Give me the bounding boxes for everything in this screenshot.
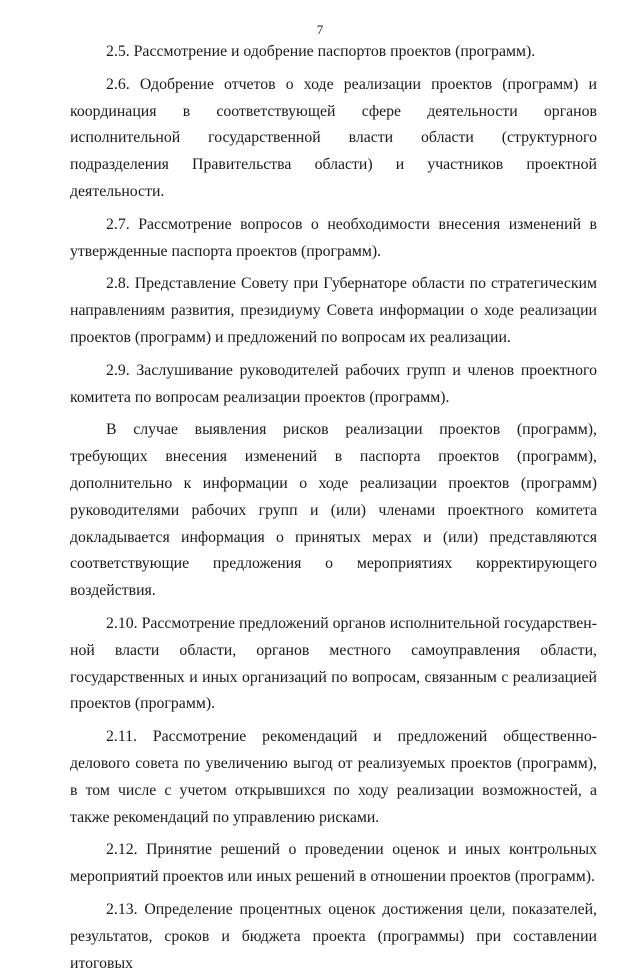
paragraph-2-6: 2.6. Одобрение отчетов о ходе реализации проектов (программ) и координация в соответствующей сфере деятельности органов исполнительной государственной власти области (структурного подразделения Правительства области) и участников проектной деятельности. [70, 75, 597, 200]
paragraph-2-10: 2.10. Рассмотрение предложений органов исполнительной государственной власти области, органов местного самоуправления области, государственных и иных организаций по вопросам, связанным с реализацией проектов (программ). [70, 614, 597, 713]
paragraph-2-7: 2.7. Рассмотрение вопросов о необходимости внесения изменений в утвержденные паспорта проектов (программ). [70, 215, 597, 260]
paragraph-2-11: 2.11. Рассмотрение рекомендаций и предложений общественно-делового совета по увеличению выгод от реализуемых проектов (программ), в том числе с учетом открывшихся по ходу реализации возможностей, а также рекомендаций по управлению рисками. [70, 728, 597, 826]
paragraph-2-12: 2.12. Принятие решений о проведении оценок и иных контрольных мероприятий проектов или иных решений в отношении проектов (программ). [70, 841, 597, 886]
paragraph-2-5: 2.5. Рассмотрение и одобрение паспортов проектов (программ). [106, 43, 536, 60]
paragraph-2-13: 2.13. Определение процентных оценок достижения цели, показателей, результатов, сроков и бюджета проекта (программы) при составлении итоговых [70, 900, 597, 972]
paragraph-2-8: 2.8. Представление Совету при Губернаторе области по стратегическим направлениям развития, президиуму Совета информации о ходе реализации проектов (программ) и предложений по вопросам их реализации. [70, 275, 597, 346]
paragraph-risks: В случае выявления рисков реализации проектов (программ), требующих внесения изменений в паспорта проектов (программ), дополнительно к информации о ходе реализации проектов (программ) руководителями рабочих групп и (или) членами проектного комитета докладывается информация о принятых мерах и (или) представляются соответствующие предложения о мероприятиях корректирующего воздействия. [70, 421, 597, 600]
paragraph-2-9: 2.9. Заслушивание руководителей рабочих групп и членов проектного комитета по вопросам реализации проектов (программ). [70, 361, 597, 406]
document-body [70, 39, 597, 977]
page-number: 7 [316, 22, 324, 37]
